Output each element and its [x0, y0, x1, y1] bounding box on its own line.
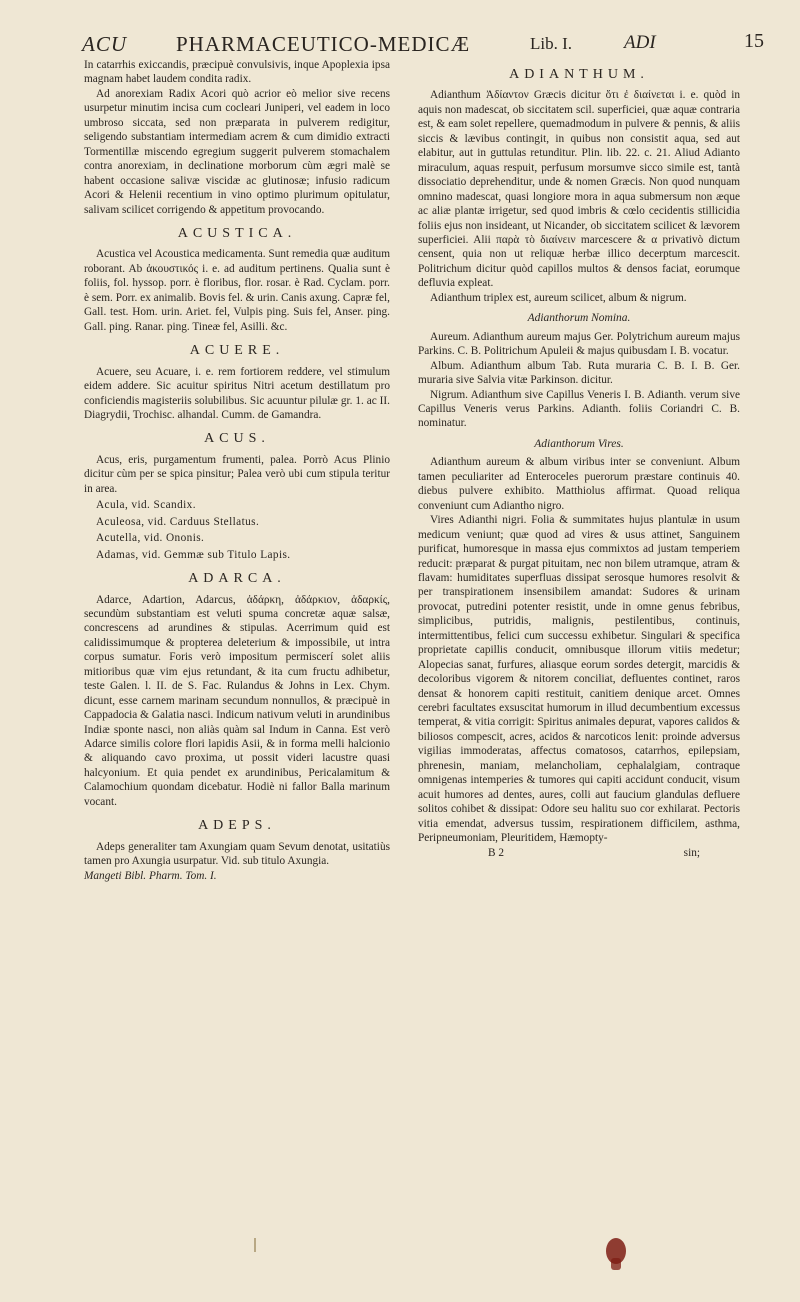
- paragraph: Aureum. Adianthum aureum majus Ger. Polytrichum aureum majus Parkins. C. B. Politrichum Apuleii & majus quibusdam I. B. vocatur.: [418, 330, 740, 358]
- cross-reference: Aculeosa, vid. Carduus Stellatus.: [96, 515, 260, 528]
- paragraph: Adeps generaliter tam Axungiam quam Sevum denotat, usitatiùs tamen pro Axungia usurpatur. Vid. sub titulo Axungia.: [84, 840, 390, 868]
- paragraph: Vires Adianthi nigri. Folia & summitates hujus plantulæ in usum medicum veniunt; quæ quod ad vires & usus attinet, Sanguinem purificat, humoresque in massa ejus commixtos ad justam temperiem reducit: præparat & purgat pituitam, nec non bilem utramque, atram & flavam: humiditates superfluas dissipat serosque humores resolvit & per transpirationem insensibilem amandat: Sudores & urinam provocat, putredini potenter resistit, unde in omne genus febribus, simplicibus, putridis, malignis, pestilentibus, continuis, intermittentibus, felici cum successu exhibetur. Singulari & specifica proprietate capillis conducit, omnibusque illorum vitiis medetur; Alopecias sanat, furfures, aliasque eorum sordes detergit, marcidis & decoloribus vigorem & nitorem conciliat, defluentes continet, raros densat & honorem capiti restituit, canitiem denique arcet. Omnes cerebri facultates exsuscitat humorum in illud decumbentium excessus temperat, & vitia corrigit: Spiritus animales depurat, vapores calidos & biliosos compescit, acres, acidos & narcoticos lenit: proinde adversus vigilias immoderatas, affectus comatosos, catarrhos, epilepsiam, phrenesin, maniam, melancholiam, cephalalgiam, contraque omnigenas intemperies & tumores qui capiti accidunt conducit, visum acuit humores ad dentes, aures, colli aut faucium glandulas defluere solitos cohibet & dissipat: Odore seu halitu suo cor exhilarat. Pectoris vitia emendat, adversus tussim, respirationem difficilem, asthma, Peripneumoniam, Pleuritidem, Hæmopty-: [418, 514, 740, 845]
- subsection-heading: Adianthorum Vires.: [534, 437, 624, 450]
- cross-reference: Adamas, vid. Gemmæ sub Titulo Lapis.: [96, 548, 291, 561]
- signature-mark: B 2: [488, 846, 505, 859]
- left-column: [84, 58, 390, 883]
- wax-stain-drip: [611, 1258, 621, 1270]
- paragraph: Ad anorexiam Radix Acori quò acrior eò melior sive recens usurpetur minutim incisa cum cocleari Juniperi, vel eadem in loco umbroso siccata, sed non præparata in pulverem redigitur, seligendo substantiam intermediam acrem & cum dimidio extracti Tormentillæ miscendo egregium suggerit pulverem stomachalem contra anorexiam, in declinatione morborum cùm ægri malè se habent occasione salivæ viscidæ ac glutinosæ; infusio radicum Acori & Helenii recentium in vino optimo plurimum opitulatur, salivam scilicet corrigendo & appetitum provocando.: [84, 87, 390, 216]
- section-heading: ADIANTHUM.: [509, 67, 649, 82]
- paragraph: Acustica vel Acoustica medicamenta. Sunt remedia quæ auditum roborant. Ab ἀκουστικός i. e. ad auditum pertinens. Qualia sunt è foliis, fol. hyssop. porr. è floribus, flor. rosar. è Rad. Cyclam. porr. è sem. Porr. ex animalib. Bovis fel. & urin. Canis axung. Capræ fel, Gall. test. Hom. urin. Ariet. fel, Vulpis ping. Suis fel, Anser. ping. Gall. ping. Ranar. ping. Tineæ fel, Asilli. &c.: [84, 248, 390, 333]
- right-column: [418, 58, 740, 860]
- paragraph: Adianthum Ἀδίαντον Græcis dicitur ὅτι ἐ διαίνεται i. e. quòd in aquis non madescat, ob siccitatem scil. superficiei, quæ aquæ contraria est, & eam solet repellere, quemadmodum in pulvere & pennis, & aliis siccis & lævibus contingit, in quibus non consistit aqua, sed aut elabitur, aut in guttulas retunditur. Plin. lib. 22. c. 21. Aliud Adianto miraculum, aquas respuit, perfusum morsumve sicco simile est, tantà dissociatio deprehenditur, unde & nomen Græcis. Non quod nunquam omnino madescat, quasi longiore mora in aqua submersum non æque ac aliæ plantæ irrigetur, sed quod imbris & cœlo cecidentis stillicidia foliis ejus non insideant, ut Nicander, ob siccitatem scilicet & lævorem superficiei. Alii παρὰ τὸ διαίνειν marcescere & α privativò dictum censent, quia non ut reliquæ herbæ illico decerptum marcescit. Politrichum dicitur quòd capillos multos & densos faciat, eorumque defluvia expleat.: [418, 89, 740, 290]
- header-title: PHARMACEUTICO-MEDICÆ: [176, 32, 471, 56]
- header-book-number: Lib. I.: [530, 34, 573, 53]
- paragraph: Acus, eris, purgamentum frumenti, palea. Porrò Acus Plinio dicitur cùm per se spica pinsitur; Palea verò ubi cum stipula teritur in area.: [84, 453, 390, 495]
- cross-reference: Acula, vid. Scandix.: [96, 499, 196, 512]
- paragraph: Acuere, seu Acuare, i. e. rem fortiorem reddere, vel stimulum eidem addere. Sic acuitur spiritus Nitri acetum destillatum pro conficiendis magisteriis solubilibus. Sic acuuntur pilulæ gr. 1. ac II. Diagrydii, Trochisc. alhandal. Cumm. de Gamandra.: [84, 365, 390, 421]
- subsection-heading: Adianthorum Nomina.: [527, 312, 631, 325]
- cross-reference: Acutella, vid. Ononis.: [96, 532, 205, 545]
- section-heading: ACUERE.: [189, 343, 285, 359]
- paper-mark: [254, 1238, 256, 1252]
- page-footer: Mangeti Bibl. Pharm. Tom. I.: [84, 869, 217, 882]
- section-heading: ACUSTICA.: [177, 225, 297, 241]
- paragraph: Album. Adianthum album Tab. Ruta muraria C. B. I. B. Ger. muraria sive Salvia vitæ Parkinson. dicitur.: [418, 359, 740, 387]
- section-heading: ADARCA.: [188, 571, 286, 587]
- page-number: 15: [744, 30, 764, 52]
- paragraph: Adianthum triplex est, aureum scilicet, album & nigrum.: [430, 291, 687, 304]
- section-heading: ACUS.: [204, 431, 270, 447]
- header-right-keyword: ADI: [624, 32, 656, 53]
- catchword: sin;: [683, 846, 700, 859]
- header-left-keyword: ACU: [82, 32, 127, 56]
- paragraph: Nigrum. Adianthum sive Capillus Veneris I. B. Adianth. verum sive Capillus Veneris verus Parkins. Adianth. foliis Coriandri C. B. nominatur.: [418, 388, 740, 430]
- paragraph: In catarrhis exiccandis, præcipuè convulsivis, inque Apoplexia ipsa magnam habet laudem condita radix.: [84, 59, 390, 86]
- paragraph: Adarce, Adartion, Adarcus, ἀδάρκη, ἀδάρκιον, ἀδαρκίς, secundùm substantiam est veluti spuma concretæ aquæ salsæ, concrescens ad arundines & stipulas. Acerrimum quid est calidissimumque & propterea deleterium & impossibile, ut intra corpus sumatur. Foris verò impositum permiscerí solet aliis mitioribus quæ vim ejus retundant, & ita cum fructu adhibetur, teste Galen. l. II. de S. Fac. Rulandus & Johns in Lex. Chym. dicunt, esse carnem marinam secundum nonnullos, & præcipuè in Cappadocia & Galatia nasci. Indicum nativum veluti in arundinibus Indiæ sponte nasci, non aliàs quàm sal Indum in Canna. Est verò Adarce similis colore flori lapidis Asii, & in forma melli halcionio & aliquando cavo proxima, ut possit videri lacustre quasi halcyonium. Et quia pendet ex arundinibus, Pericalamitum & Calamochium quondam dicebatur. Hodiè ni fallor Balla marinum vocant.: [84, 593, 390, 808]
- paragraph: Adianthum aureum & album viribus inter se conveniunt. Album tamen peculiariter ad Enteroceles puerorum præstare continuis 40. diebus pulvere exhibito. Matthiolus affirmat. Quoad reliqua conveniunt cum Adiantho nigro.: [418, 456, 740, 512]
- signature-line: [418, 846, 740, 860]
- section-heading: ADEPS.: [198, 818, 276, 834]
